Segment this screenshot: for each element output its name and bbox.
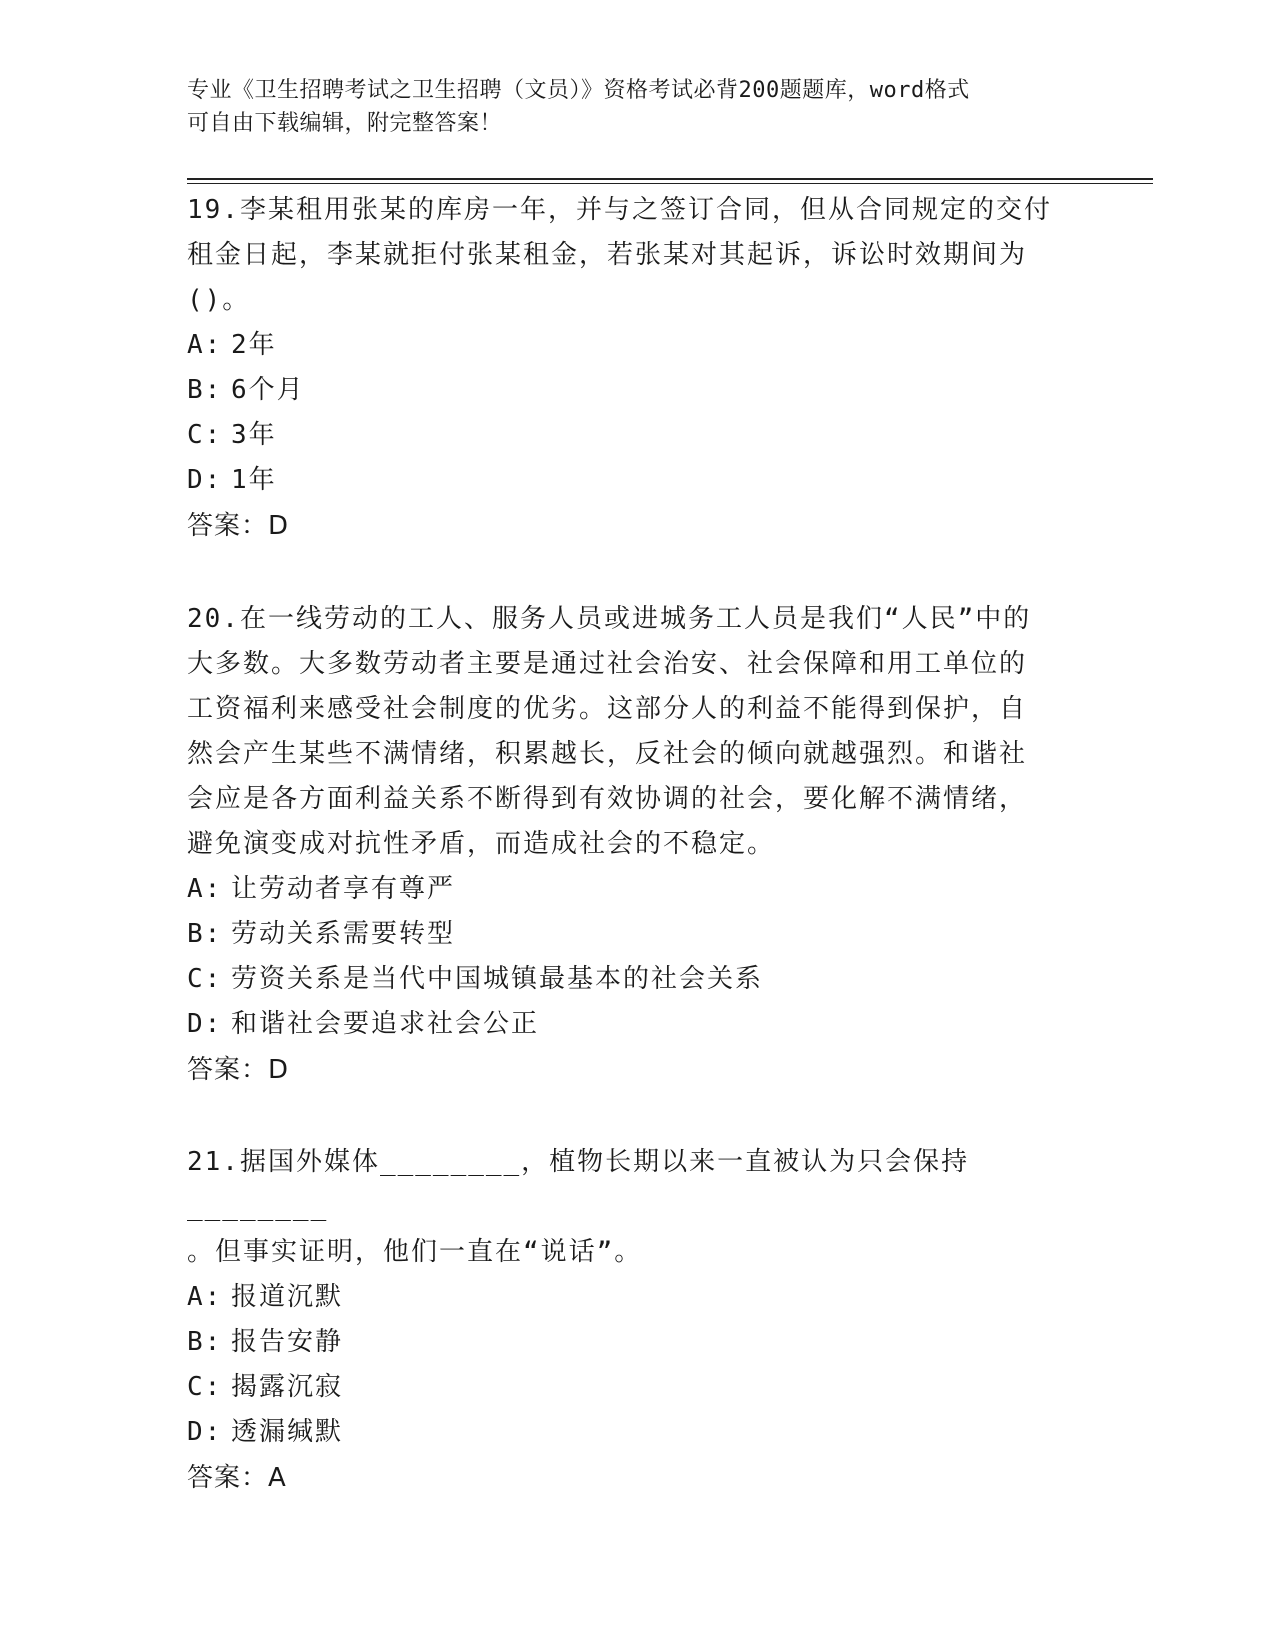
option-letter: C: xyxy=(187,964,223,994)
option-text: 报道沉默 xyxy=(231,1282,344,1312)
answer-value: D xyxy=(268,511,289,541)
option-c xyxy=(187,957,1067,1002)
option-text: 劳动关系需要转型 xyxy=(231,919,456,949)
option-c xyxy=(187,1365,1067,1410)
option-text: 和谐社会要追求社会公正 xyxy=(231,1009,540,1039)
question-text-line: ()。 xyxy=(187,285,251,315)
question-text-line: 避免演变成对抗性矛盾，而造成社会的不稳定。 xyxy=(187,829,776,859)
option-text: 让劳动者享有尊严 xyxy=(231,874,456,904)
option-b xyxy=(187,912,1067,957)
option-letter: D: xyxy=(187,1417,223,1447)
question-text-line: 工资福利来感受社会制度的优劣。这部分人的利益不能得到保护，自 xyxy=(187,694,1028,724)
question-text-line: 租金日起，李某就拒付张某租金，若张某对其起诉，诉讼时效期间为 xyxy=(187,240,1028,270)
answer-label: 答案： xyxy=(187,1055,269,1085)
answer-line xyxy=(187,503,1067,549)
answer-value: D xyxy=(268,1055,289,1085)
option-text: 报告安静 xyxy=(231,1327,344,1357)
option-text: 1年 xyxy=(231,465,277,495)
option-c xyxy=(187,413,1067,458)
question-20 xyxy=(187,597,1067,1093)
option-text: 揭露沉寂 xyxy=(231,1372,344,1402)
option-d xyxy=(187,1002,1067,1047)
option-b xyxy=(187,1320,1067,1365)
option-d xyxy=(187,458,1067,503)
answer-label: 答案： xyxy=(187,511,269,541)
option-letter: A: xyxy=(187,330,223,360)
question-text-line: 大多数。大多数劳动者主要是通过社会治安、社会保障和用工单位的 xyxy=(187,649,1028,679)
option-text: 劳资关系是当代中国城镇最基本的社会关系 xyxy=(231,964,764,994)
question-text-line: 19.李某租用张某的库房一年，并与之签订合同，但从合同规定的交付 xyxy=(187,195,1052,225)
answer-line xyxy=(187,1455,1067,1501)
option-a xyxy=(187,323,1067,368)
option-text: 3年 xyxy=(231,420,277,450)
option-letter: B: xyxy=(187,375,223,405)
question-19 xyxy=(187,188,1067,549)
option-letter: A: xyxy=(187,874,223,904)
question-21 xyxy=(187,1140,1067,1501)
option-letter: D: xyxy=(187,1009,223,1039)
answer-label: 答案： xyxy=(187,1463,269,1493)
answer-line xyxy=(187,1047,1067,1093)
question-text-line: 然会产生某些不满情绪，积累越长，反社会的倾向就越强烈。和谐社 xyxy=(187,739,1028,769)
option-letter: B: xyxy=(187,1327,223,1357)
header-divider-bottom xyxy=(187,183,1153,184)
option-a xyxy=(187,1275,1067,1320)
option-letter: C: xyxy=(187,1372,223,1402)
option-letter: D: xyxy=(187,465,223,495)
option-text: 6个月 xyxy=(231,375,305,405)
question-text-line: 会应是各方面利益关系不断得到有效协调的社会，要化解不满情绪， xyxy=(187,784,1028,814)
option-letter: B: xyxy=(187,919,223,949)
option-letter: C: xyxy=(187,420,223,450)
option-letter: A: xyxy=(187,1282,223,1312)
question-text-line: 20.在一线劳动的工人、服务人员或进城务工人员是我们“人民”中的 xyxy=(187,604,1032,634)
header-line-2: 可自由下载编辑，附完整答案！ xyxy=(187,111,503,136)
question-text-line: 21.据国外媒体________，植物长期以来一直被认为只会保持________ xyxy=(187,1147,970,1222)
option-d xyxy=(187,1410,1067,1455)
option-b xyxy=(187,368,1067,413)
option-a xyxy=(187,867,1067,912)
option-text: 2年 xyxy=(231,330,277,360)
option-text: 透漏缄默 xyxy=(231,1417,344,1447)
header-divider-top xyxy=(187,178,1153,180)
question-text-line: 。但事实证明，他们一直在“说话”。 xyxy=(187,1237,643,1267)
answer-value: A xyxy=(268,1463,286,1493)
header-line-1: 专业《卫生招聘考试之卫生招聘（文员）》资格考试必背200题题库，word格式 xyxy=(187,78,970,103)
document-header xyxy=(187,74,1067,140)
